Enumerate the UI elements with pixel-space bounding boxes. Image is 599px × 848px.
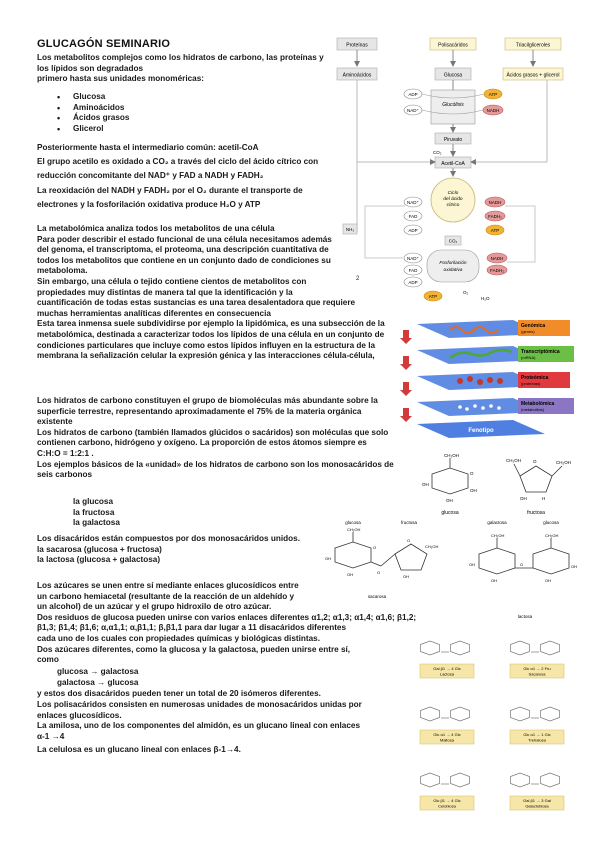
atom-label: O (407, 538, 411, 543)
text-line: la lactosa (glucosa + galactosa) (37, 555, 161, 565)
atom-label: O (520, 562, 524, 567)
text-line: Los azúcares se unen entre sí mediante enlaces glucosídicos entre (37, 581, 299, 590)
text-line: y estos dos disacáridos pueden tener un total de 20 isómeros diferentes. (37, 689, 321, 698)
isomer-caption: Celobiosa (438, 803, 456, 809)
omics-label: Proteómica (521, 375, 549, 381)
isomer-caption: Trehalosa (528, 737, 546, 743)
down-arrow-icon (400, 330, 412, 344)
co2-label: CO₂ (433, 150, 442, 155)
text-line: β1,3; β1,4; β1,6; α,α1,1; α,β1,1; β,β1,1 para dar lugar a 11 disacáridos diferentes (37, 623, 347, 633)
text-line: Los hidratos de carbono constituyen el grupo de biomoléculas más abundante sobre la (37, 396, 378, 405)
text-line: la sacarosa (glucosa + fructosa) (37, 544, 162, 554)
omics-sub: (mRNA) (521, 355, 536, 360)
molecule-name: fructosa (400, 520, 418, 525)
acetyl-coa-label: Acetil-CoA (441, 161, 465, 167)
pair-list (37, 667, 138, 688)
text-line: como (37, 655, 59, 665)
atp-label: ATP (428, 294, 438, 299)
oxphos-line: oxidativa (443, 268, 463, 273)
glycolysis-label: Glucólisis (442, 102, 464, 108)
nadh-label: NADH (486, 108, 500, 113)
atom-label: CH₂OH (491, 533, 505, 538)
text-line: un alcohol) de un azúcar y el grupo hidroxilo de otro azúcar. (37, 602, 272, 612)
molecule-name: glucosa (441, 510, 459, 516)
atom-label: O (470, 471, 474, 476)
atom-label: CH₂OH (506, 458, 521, 463)
fad-label: FAD (408, 268, 418, 273)
intro-text (37, 53, 324, 85)
text-line: del genoma, el transcriptoma, el proteoma, una descripción cuantitativa de (37, 245, 329, 255)
list-item: la glucosa (73, 497, 114, 506)
omics-label: Genómica (521, 323, 546, 329)
omics-sub: (genes) (521, 329, 535, 334)
text-line: Los polisacáridos consisten en numerosas unidades de monosacáridos unidas por (37, 699, 362, 709)
down-arrow-icon (400, 408, 412, 422)
molecule-name: fructosa (527, 510, 545, 516)
footnote-mark: 2 (356, 276, 360, 282)
text-line: Los metabolitos complejos como los hidratos de carbono, las proteínas y (37, 53, 324, 62)
text-line: superficie terrestre, representando aproximadamente el 75% de la materia orgánica (37, 406, 362, 416)
text-line: todos los metabolitos que contiene en un conjunto dado de condiciones su (37, 255, 331, 265)
atom-label: H (542, 496, 546, 501)
atom-label: CH₂OH (444, 453, 459, 458)
monomer-list (57, 92, 129, 134)
text-line: Dos residuos de glucosa pueden unirse con varios enlaces diferentes α1,2; α1,3; α1,4; α1,6; β1,2; (37, 612, 417, 622)
co2-label: CO₂ (448, 238, 458, 244)
atom-label: O (533, 459, 537, 464)
phenotype-label: Fenotipo (468, 428, 494, 434)
atom-label: O (373, 545, 377, 550)
text-line: electrones y la fosforilación oxidativa produce H₂O y ATP (37, 199, 261, 209)
atom-label: OH (325, 556, 331, 561)
molecule-name: galactosa (487, 520, 507, 525)
isomer-card (420, 641, 474, 678)
nadh-label: NADH (490, 256, 504, 261)
atom-label: OH (520, 496, 527, 501)
nadh-label: NADH (488, 200, 502, 205)
fatty-acid-label: Ácidos grasos + glicerol (506, 72, 560, 79)
text-line: Posteriormente hasta el intermediario común: acetil-CoA (37, 143, 259, 152)
fadh2-label: FADH₂ (490, 268, 504, 273)
page-title: GLUCAGÓN SEMINARIO (37, 38, 171, 50)
atom-label: OH (571, 564, 577, 569)
monosaccharide-figure (420, 448, 580, 516)
nad-label: NAD⁺ (407, 108, 419, 113)
text-line: propiedades muy distintas de manera tal que la identificación y la (37, 287, 293, 297)
text-line: Los disacáridos están compuestos por dos monosacáridos unidos. (37, 534, 300, 543)
molecule-name: sacarosa (367, 594, 387, 599)
nh3-label: NH₃ (345, 227, 355, 232)
list-item: la galactosa (73, 518, 120, 528)
text-line: Esta tarea inmensa suele subdividirse por ejemplo la lipidómica, es una subsección de la (37, 319, 385, 329)
list-item: galactosa → glucosa (57, 677, 139, 687)
isomer-caption: Glc α1 → 4 Glc (433, 732, 461, 737)
isomer-card (510, 707, 564, 744)
atom-label: OH (470, 488, 477, 493)
molecule-name: glucosa (345, 520, 361, 525)
text-line: muchas herramientas analíticas diferentes en consecuencia (37, 308, 271, 318)
atom-label: CH₂OH (347, 527, 361, 532)
adp-label: ADP (408, 92, 418, 97)
adp-label: ADP (408, 228, 418, 233)
down-arrow-icon (400, 382, 412, 396)
isomer-card (420, 707, 474, 744)
text-line: La celulosa es un glucano lineal con enlaces β-1→4. (37, 744, 241, 754)
o2-label: O₂ (463, 290, 469, 295)
isomer-cards (408, 628, 586, 824)
text-line: Los ejemplos básicos de la «unidad» de los hidratos de carbono son los monosacáridos de (37, 459, 394, 469)
nad-label: NAD⁺ (407, 200, 419, 205)
oxphos-line: Fosforilación (439, 261, 467, 266)
atom-label: O (377, 570, 381, 575)
atom-label: CH₂OH (545, 533, 559, 538)
text-line: los lípidos son degradados (37, 63, 143, 73)
omics-label: Transcriptómica (521, 349, 560, 355)
text-line: condiciones particulares que incluye como estos lípidos influyen en la estructura de la (37, 340, 376, 350)
molecule-name: lactosa (517, 614, 533, 619)
list-item: • Glicerol (57, 124, 129, 135)
atom-label: OH (545, 578, 551, 583)
text-line: La metabolómica analiza todos los metabolitos de una célula (37, 224, 275, 233)
text-line: enlaces glucosídicos. (37, 710, 122, 720)
atp-label: ATP (488, 92, 498, 97)
text-line: primero hasta sus unidades monoméricas: (37, 74, 204, 84)
isomer-caption: Lactosa (439, 671, 455, 677)
text-line: Sin embargo, una célula o tejido contiene cientos de metabolitos con (37, 276, 307, 286)
isomer-caption: Sacarosa (528, 671, 546, 677)
amino-acid-label: Aminoácidos (342, 72, 372, 79)
omics-diagram (395, 318, 580, 440)
down-arrow-icon (400, 356, 412, 370)
cycle-line: Ciclo (447, 191, 459, 196)
isomer-caption: Glc β1 → 4 Glc (433, 798, 461, 803)
atom-label: OH (347, 572, 353, 577)
isomer-card (420, 773, 474, 810)
atom-label: CH₂OH (425, 544, 439, 549)
disaccharides-text (37, 534, 300, 566)
metabolism-diagram (335, 36, 565, 304)
list-item: la fructosa (73, 507, 115, 517)
fadh2-label: FADH₂ (488, 214, 502, 219)
list-item: • Aminoácidos (57, 103, 129, 114)
isomer-grid (408, 628, 586, 824)
text-line: existente (37, 417, 73, 427)
text-line: cada uno de los cuales con propiedades químicas y biológicas distintas. (37, 633, 321, 643)
metabolism-text (37, 141, 318, 212)
metabolomics-text (37, 224, 385, 362)
atom-label: OH (422, 482, 429, 487)
closing-text (37, 689, 362, 756)
text-line: La reoxidación del NADH y FADH₂ por el O₂ durante el transporte de (37, 185, 303, 195)
list-item: • Ácidos grasos (57, 113, 129, 124)
polysaccharide-label: Polisacáridos (438, 42, 468, 49)
molecule-name: glucosa (543, 520, 559, 525)
isomer-caption: Galactobiosa (525, 803, 549, 809)
adp-label: ADP (408, 280, 418, 285)
isomer-caption: Maltosa (439, 737, 455, 743)
carbs-text (37, 396, 394, 481)
pyruvate-label: Piruvato (443, 137, 463, 143)
text-line: metabolómica, destinada a caracterizar todos los lípidos de una célula en un conjunto de (37, 329, 385, 339)
text-line: Los hidratos de carbono (también llamados glúcidos o sacáridos) son moléculas que solo (37, 427, 389, 437)
atom-label: OH (446, 498, 453, 503)
triacylglycerol-label: Triacilgliceroles (515, 42, 551, 49)
text-line: α-1 →4 (37, 732, 65, 742)
fad-label: FAD (408, 214, 418, 219)
isomer-card (510, 773, 564, 810)
text-line: Dos azúcares diferentes, como la glucosa y la galactosa, pueden unirse entre sí, (37, 644, 351, 654)
atom-label: CH₂OH (556, 460, 571, 465)
monosaccharide-list (37, 497, 120, 529)
cycle-line: cítrico (446, 203, 460, 208)
isomer-caption: Gal β1 → 4 Glc (433, 666, 461, 671)
text-line: cuantificación de todas estas sustancias es una tarea desalentadora que requiere (37, 298, 356, 308)
text-line: El grupo acetilo es oxidado a CO₂ a través del ciclo del ácido cítrico con (37, 157, 319, 167)
oxphos-box (427, 250, 479, 282)
isomer-caption: Gal β1 → 3 Gal (523, 798, 551, 803)
list-item: glucosa → galactosa (57, 667, 139, 676)
text-line: metaboloma. (37, 266, 88, 276)
atom-label: OH (469, 562, 475, 567)
atom-label: OH (491, 578, 497, 583)
isomer-card (510, 641, 564, 678)
omics-label: Metabolómica (521, 401, 555, 407)
omics-sub: (metabolitos) (521, 407, 545, 412)
text-line: membrana la señalización celular la expresión génica y las interacciones célula-célula, (37, 351, 375, 361)
protein-label: Proteínas (346, 42, 368, 49)
h2o-label: H₂O (481, 296, 490, 301)
nad-label: NAD⁺ (407, 256, 419, 261)
cycle-line: del ácido (443, 197, 463, 202)
isomer-caption: Glc α1 → 2 Fru (523, 666, 551, 671)
text-line: contienen carbono, hidrógeno y oxígeno. La proporción de estos átomos siempre es (37, 438, 367, 448)
text-line: La amilosa, uno de los componentes del almidón, es un glucano lineal con enlaces (37, 721, 361, 731)
disaccharide-figure (315, 518, 585, 622)
text-line: Para poder describir el estado funcional de una célula necesitamos además (37, 234, 332, 244)
isomer-caption: Glc α1 → 1 Glc (523, 732, 551, 737)
text-line: un carbono hemiacetal (resultante de la reacción de un aldehído y (37, 591, 295, 601)
atp-label: ATP (490, 228, 500, 233)
list-item: • Glucosa (57, 92, 129, 103)
glucose-label: Glucosa (443, 72, 463, 79)
text-line: reducción concomitante del NAD⁺ y FAD a NADH y FADH₂ (37, 171, 264, 181)
omics-sub: (proteínas) (521, 381, 541, 386)
text-line: C:H:O = 1:2:1 . (37, 448, 94, 458)
text-line: seis carbonos (37, 470, 93, 480)
atom-label: OH (403, 574, 409, 579)
